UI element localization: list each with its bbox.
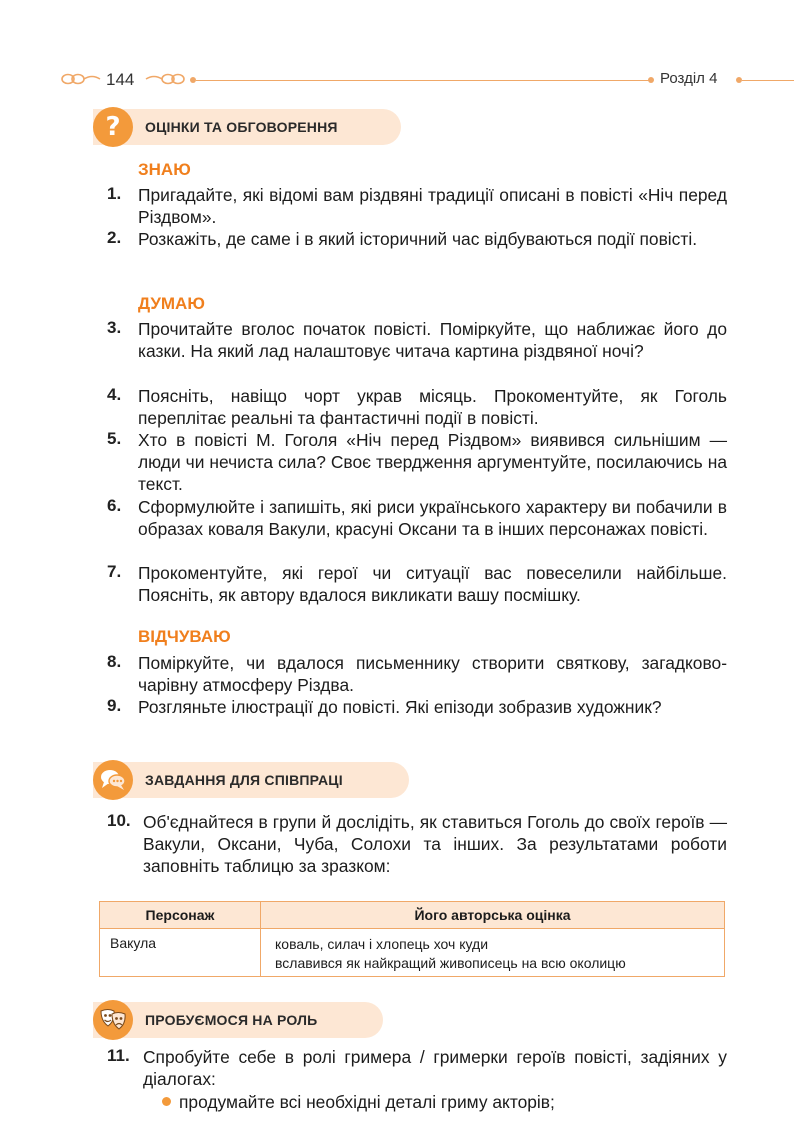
question-number: 1.	[107, 184, 122, 203]
question-item	[107, 429, 727, 495]
question-number: 7.	[107, 562, 122, 581]
section-title: ЗАВДАННЯ ДЛЯ СПІВПРАЦІ	[145, 772, 343, 788]
question-number: 9.	[107, 696, 122, 715]
table-cell-evaluation	[275, 935, 626, 973]
chapter-label: Розділ 4	[660, 70, 718, 87]
left-ornament-icon	[60, 72, 102, 86]
header-rule	[742, 80, 794, 81]
chat-bubbles-glyph	[99, 768, 127, 792]
section-title: ПРОБУЄМОСЯ НА РОЛЬ	[145, 1012, 318, 1028]
evaluation-line: коваль, силач і хлопець хоч куди	[275, 936, 489, 952]
question-icon	[93, 107, 133, 147]
question-item	[107, 496, 727, 540]
header-rule	[196, 80, 652, 81]
table-cell-character: Вакула	[110, 935, 157, 951]
question-item	[107, 385, 727, 429]
question-number: 3.	[107, 318, 122, 337]
chat-bubbles-icon	[93, 760, 133, 800]
question-text: Об'єднайтеся в групи й дослідіть, як ставиться Гоголь до своїх героїв — Вакули, Оксани, Чуба, Солохи та інших. За результатами роботи заповніть таблицю за зразком:	[143, 812, 727, 876]
question-number: 2.	[107, 228, 122, 247]
question-item	[107, 318, 727, 362]
bullet-text: продумайте всі необхідні деталі гриму акторів;	[179, 1092, 555, 1112]
evaluation-table	[99, 901, 725, 977]
question-text: Спробуйте себе в ролі гримера / гримерки героїв повісті, задіяних у діалогах:	[143, 1047, 727, 1089]
table-header-evaluation: Його авторська оцінка	[414, 907, 571, 923]
question-number: 5.	[107, 429, 122, 448]
question-item	[107, 811, 727, 877]
question-text: Поясніть, навіщо чорт украв місяць. Прокоментуйте, як Гоголь переплітає реальні та фантастичні події в повісті.	[138, 386, 727, 428]
header-dot	[648, 77, 654, 83]
table-column-divider	[260, 902, 261, 976]
question-item	[107, 562, 727, 606]
question-item	[107, 184, 727, 228]
table-header-row	[100, 902, 724, 929]
question-number: 11.	[107, 1046, 130, 1065]
theater-masks-glyph	[98, 1007, 128, 1033]
table-header-character: Персонаж	[145, 907, 215, 923]
question-text: Прочитайте вголос початок повісті. Поміркуйте, що наближає його до казки. На який лад налаштовує читача картина різдвяної ночі?	[138, 319, 727, 361]
subhead-think: ДУМАЮ	[138, 294, 205, 313]
page-number: 144	[106, 70, 135, 89]
question-text: Пригадайте, які відомі вам різдвяні традиції описані в повісті «Ніч перед Різдвом».	[138, 185, 727, 227]
question-number: 10.	[107, 811, 131, 830]
bullet-item	[162, 1092, 555, 1113]
question-glyph: ?	[105, 112, 121, 142]
question-text: Розкажіть, де саме і в який історичний час відбуваються події повісті.	[138, 229, 698, 249]
theater-masks-icon	[93, 1000, 133, 1040]
section-banner-evaluation	[93, 109, 401, 145]
question-item	[107, 228, 727, 250]
question-number: 8.	[107, 652, 122, 671]
question-number: 6.	[107, 496, 122, 515]
question-item	[107, 1046, 727, 1090]
question-text: Поміркуйте, чи вдалося письменнику створити святкову, загадково-чарівну атмосферу Різдва.	[138, 653, 727, 695]
right-ornament-icon	[144, 72, 186, 86]
section-title: ОЦІНКИ ТА ОБГОВОРЕННЯ	[145, 119, 338, 135]
question-text: Хто в повісті М. Гоголя «Ніч перед Різдвом» виявився сильнішим — люди чи нечиста сила? Своє твердження аргументуйте, посилаючись на текст.	[138, 430, 727, 494]
question-number: 4.	[107, 385, 122, 404]
subhead-feel: ВІДЧУВАЮ	[138, 627, 231, 646]
question-text: Прокоментуйте, які герої чи ситуації вас повеселили найбільше. Поясніть, як автору вдалося викликати вашу посмішку.	[138, 563, 727, 605]
bullet-dot-icon	[162, 1097, 171, 1106]
evaluation-line: вславився як найкращий живописець на всю околицю	[275, 955, 626, 971]
section-banner-cooperation	[93, 762, 409, 798]
section-banner-roleplay	[93, 1002, 383, 1038]
question-text: Сформулюйте і запишіть, які риси українського характеру ви побачили в образах коваля Вакули, красуні Оксани та в інших персонажах повісті.	[138, 497, 727, 539]
subhead-know: ЗНАЮ	[138, 160, 191, 179]
question-text: Розгляньте ілюстрації до повісті. Які епізоди зобразив художник?	[138, 697, 662, 717]
question-item	[107, 696, 727, 718]
page-header	[60, 68, 794, 92]
question-item	[107, 652, 727, 696]
